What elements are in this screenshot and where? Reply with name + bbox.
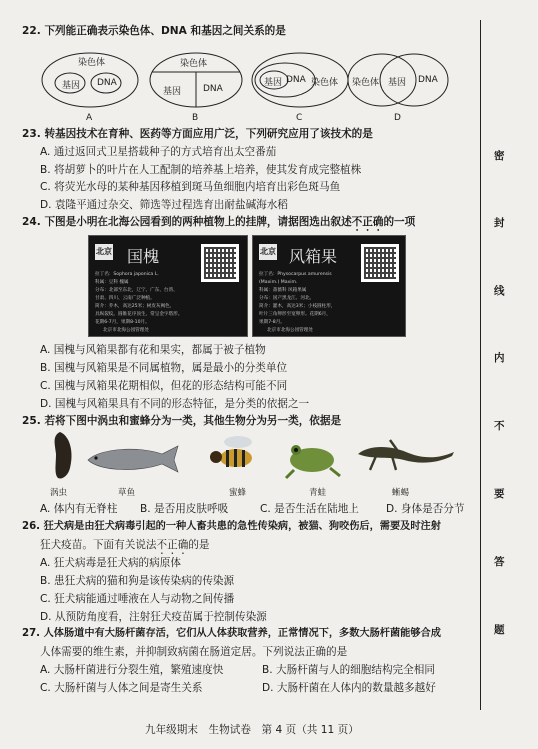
q26-option-a: A. 狂犬病毒是狂犬病的病原体 xyxy=(40,557,181,569)
animal-label: 青蛙 xyxy=(309,488,327,498)
q27-stem-line1: 27. 人体肠道中有大肠杆菌存活，它们从人体获取营养，正常情况下，多数大肠杆菌能够合成 xyxy=(22,628,441,639)
q27-option-d: D. 大肠杆菌在人体内的数量越多越好 xyxy=(262,682,436,694)
q27-stem-line2: 人体需要的维生素，并抑制致病菌在肠道定居。下列说法正确的是 xyxy=(40,646,348,658)
qr-code-icon xyxy=(201,244,239,282)
frog-icon xyxy=(286,445,340,478)
plaque-line: 科属：豆科 槐属 xyxy=(95,280,129,285)
animal-label: 涡虫 xyxy=(50,488,68,498)
plaque-line: 花期6-7月，果期8-10月。 xyxy=(95,320,150,325)
lizard-icon xyxy=(358,440,454,470)
plaque-line: 分布：北部至东北，辽宁、广东、台湾、 xyxy=(95,288,178,293)
animal-label: 蜥蜴 xyxy=(392,488,410,498)
margin-char: 不 xyxy=(494,420,505,432)
diagram-d-overlap: 基因 xyxy=(388,78,407,88)
q26-option-d: D. 从预防角度看，注射狂犬疫苗属于控制传染源 xyxy=(40,611,267,623)
bee-icon xyxy=(210,436,252,467)
q25-stem: 25. 若将下图中涡虫和蜜蜂分为一类，其他生物分为另一类，依据是 xyxy=(22,415,342,427)
park-logo: 北京 xyxy=(259,244,277,260)
q24-stem: 24. 下图是小明在北海公园看到的两种植物上的挂牌，请据图选出叙述不正确的一项 xyxy=(22,216,416,228)
page-footer: 九年级期末 生物试卷 第 4 页（共 11 页） xyxy=(145,724,359,736)
q23-stem: 23. 转基因技术在育种、医药等方面应用广泛，下列研究应用了该技术的是 xyxy=(22,128,373,140)
q26-option-b: B. 患狂犬病的猫和狗是该传染病的传染源 xyxy=(40,575,235,587)
plaque-footer: 北京市北海公园管理处 xyxy=(267,328,313,333)
plaque-fengxiangguo xyxy=(252,235,406,337)
q24-option-a: A. 国槐与风箱果都有花和果实，都属于被子植物 xyxy=(40,344,266,356)
animals-figure xyxy=(40,430,460,482)
plaque-line: 分布：国产黑龙江、河北。 xyxy=(259,296,315,301)
q24-option-c: C. 国槐与风箱果花期相似，但花的形态结构可能不同 xyxy=(40,380,288,392)
margin-char: 答 xyxy=(494,556,505,568)
margin-char: 密 xyxy=(494,150,505,162)
diagram-d-right: DNA xyxy=(418,75,438,85)
plaque-line: 科属：蔷薇科 风箱果属 xyxy=(259,288,307,293)
plaque-line: 果期7-8月。 xyxy=(259,320,285,325)
q27-option-c: C. 大肠杆菌与人体之间是寄生关系 xyxy=(40,682,203,694)
binding-line xyxy=(480,20,481,710)
diagram-b-right: DNA xyxy=(203,84,223,94)
park-logo: 北京 xyxy=(95,244,113,260)
animal-label: 蜜蜂 xyxy=(229,488,247,498)
margin-char: 要 xyxy=(494,488,505,500)
diagram-b-left: 基因 xyxy=(163,87,182,97)
planarian-icon xyxy=(55,432,72,479)
q26-stem-line1: 26. 狂犬病是由狂犬病毒引起的一种人畜共患的急性传染病，被猫、狗咬伤后，需要及时注射 xyxy=(22,521,441,532)
q25-option-a: A. 体内有无脊柱 xyxy=(40,503,118,515)
qr-code-icon xyxy=(361,244,399,282)
margin-char: 封 xyxy=(494,217,505,229)
q24-option-d: D. 国槐与风箱果具有不同的形态特征，是分类的依据之一 xyxy=(40,398,310,410)
plaque-line: 简介：乔木，高达25米；树皮灰褐色， xyxy=(95,304,175,309)
q23-option-b: B. 将胡萝卜的叶片在人工配制的培养基上培养，使其发育成完整植株 xyxy=(40,164,362,176)
plaque-title: 国槐 xyxy=(127,247,160,266)
q26-stem-line2: 狂犬疫苗。下面有关说法不正确的是 xyxy=(40,539,210,551)
diagram-b-letter: B xyxy=(192,113,199,123)
plaque-line: 具纵裂纹。圆锥花序顶生，常呈金字塔形。 xyxy=(95,312,183,317)
q23-option-d: D. 袁隆平通过杂交、筛选等过程选育出耐盐碱海水稻 xyxy=(40,199,288,211)
diagram-a-right: DNA xyxy=(97,78,117,88)
plaque-line: 拉丁名：Sophora japonica L. xyxy=(95,272,159,277)
diagram-c-middle: DNA xyxy=(286,75,306,85)
diagram-c-outer: 染色体 xyxy=(311,78,339,88)
diagram-a-outer: 染色体 xyxy=(78,58,106,68)
q26-option-c: C. 狂犬病能通过唾液在人与动物之间传播 xyxy=(40,593,235,605)
margin-char: 内 xyxy=(494,352,505,364)
q24-option-b: B. 国槐与风箱果是不同属植物，属是最小的分类单位 xyxy=(40,362,288,374)
diagram-b-top: 染色体 xyxy=(180,59,208,69)
q25-option-d: D. 身体是否分节 xyxy=(386,503,465,515)
q27-option-b: B. 大肠杆菌与人的细胞结构完全相同 xyxy=(262,664,435,676)
plaque-line: 叶片三角卵形至宽卵形。花期6月， xyxy=(259,312,331,317)
plaque-line: 简介：灌木，高达3米；小枝圆柱形， xyxy=(259,304,336,309)
diagram-d-letter: D xyxy=(394,113,401,123)
plaque-line: 拉丁名：Physocarpus amurensis xyxy=(259,272,332,277)
diagram-c-inner: 基因 xyxy=(264,78,283,88)
q25-option-b: B. 是否用皮肤呼吸 xyxy=(140,503,229,515)
diagram-d-left: 染色体 xyxy=(352,78,380,88)
q23-option-c: C. 将荧光水母的某种基因移植到斑马鱼细胞内培育出彩色斑马鱼 xyxy=(40,181,341,193)
margin-char: 线 xyxy=(494,285,505,297)
fish-icon xyxy=(88,446,178,472)
plaque-line: 甘肃、四川、云南广泛种植。 xyxy=(95,296,155,301)
plaque-guohuai xyxy=(88,235,248,337)
q22-stem: 22. 下列能正确表示染色体、DNA 和基因之间关系的是 xyxy=(22,25,286,37)
diagram-c-letter: C xyxy=(296,113,303,123)
plaque-title: 风箱果 xyxy=(289,247,338,266)
q25-option-c: C. 是否生活在陆地上 xyxy=(260,503,359,515)
diagram-a-letter: A xyxy=(86,113,93,123)
diagram-a-left: 基因 xyxy=(62,81,81,91)
animal-label: 草鱼 xyxy=(118,488,136,498)
plaque-line: (Maxim.) Maxim. xyxy=(259,280,298,285)
q23-option-a: A. 通过返回式卫星搭载种子的方式培育出太空番茄 xyxy=(40,146,277,158)
margin-char: 题 xyxy=(494,624,505,636)
plaque-footer: 北京市北海公园管理处 xyxy=(103,328,149,333)
q27-option-a: A. 大肠杆菌进行分裂生殖，繁殖速度快 xyxy=(40,664,224,676)
